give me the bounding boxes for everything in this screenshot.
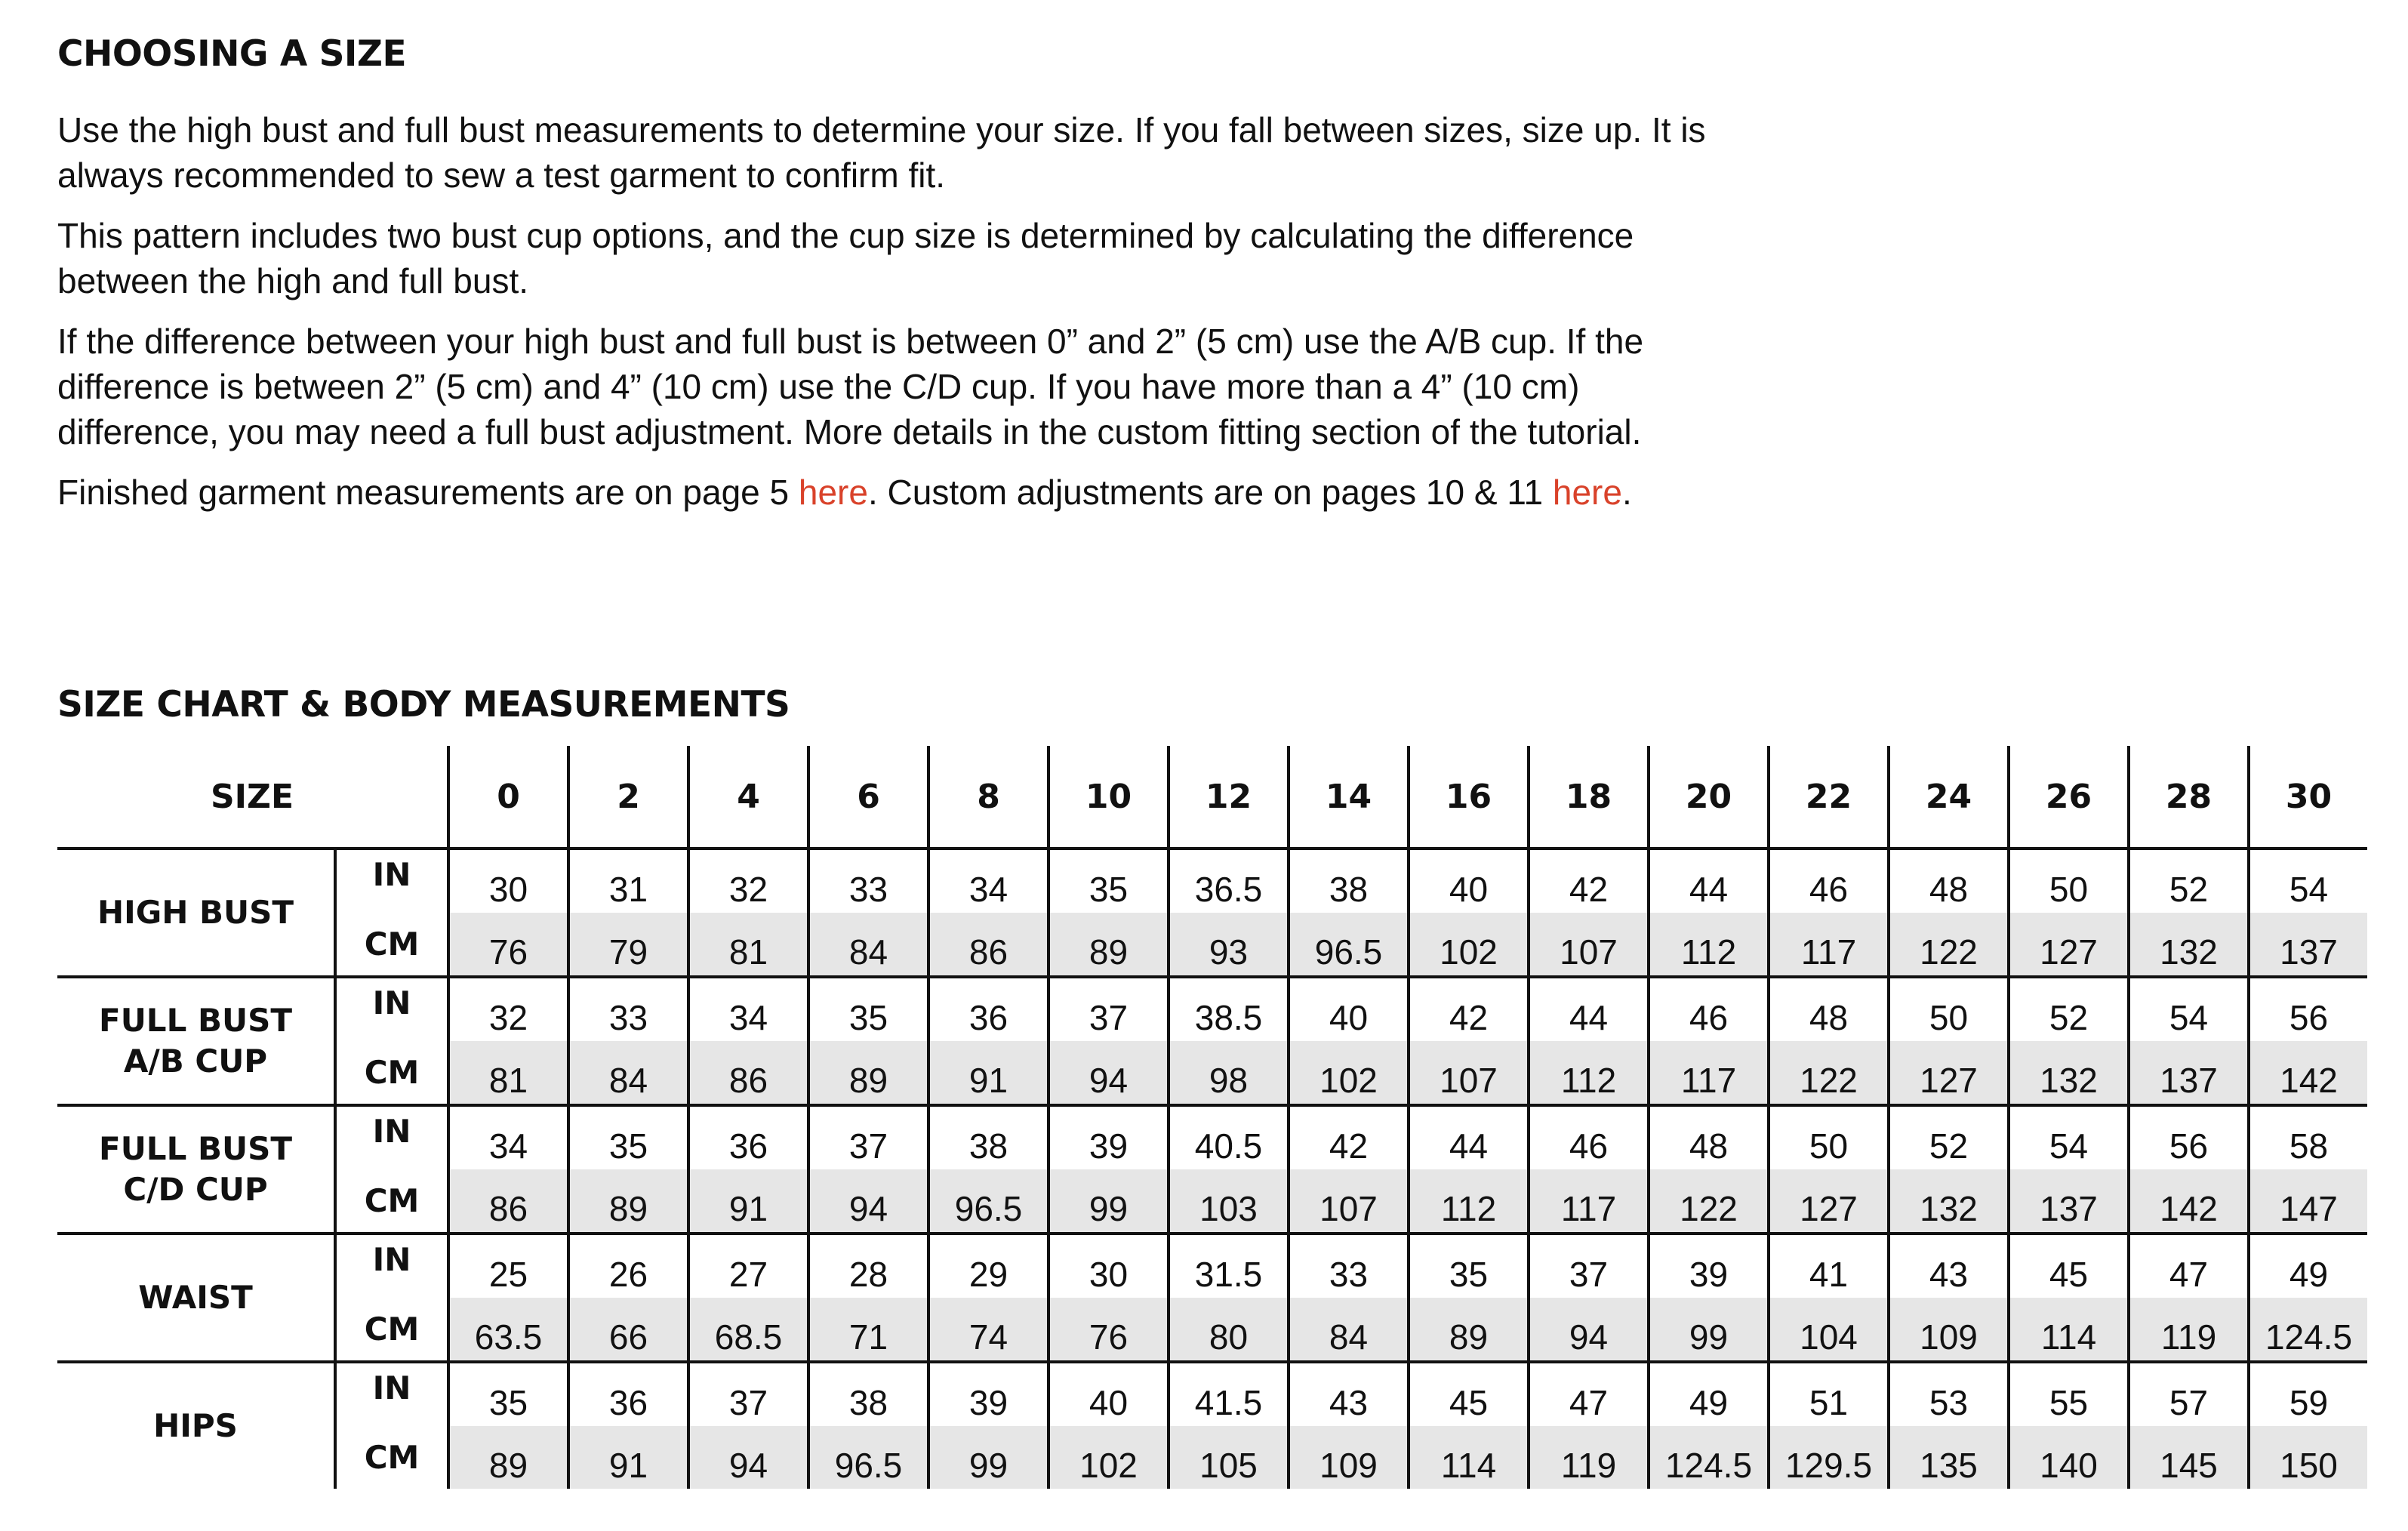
table-cell: 48 xyxy=(1887,850,2007,913)
table-cell: 94 xyxy=(1047,1041,1167,1104)
table-cell: 44 xyxy=(1527,978,1647,1041)
measurement-groups xyxy=(57,847,2367,1489)
table-cell: 36 xyxy=(927,978,1047,1041)
value-rows xyxy=(447,978,2367,1104)
size-header-cells xyxy=(447,746,2367,847)
table-cell: 45 xyxy=(2007,1235,2127,1298)
table-cell: 94 xyxy=(687,1426,807,1489)
table-cell: 40 xyxy=(1287,978,1407,1041)
table-cell: 34 xyxy=(488,1126,528,1166)
table-row-in xyxy=(450,850,2367,913)
table-cell: 109 xyxy=(1887,1298,2007,1360)
size-header-label: SIZE xyxy=(210,777,294,816)
table-row-in xyxy=(450,1107,2367,1169)
table-cell: 39 xyxy=(1047,1107,1167,1169)
table-cell: 29 xyxy=(927,1235,1047,1298)
table-cell: 89 xyxy=(567,1169,687,1232)
table-cell: 99 xyxy=(1047,1169,1167,1232)
size-header-cell: 0 xyxy=(497,777,520,816)
table-cell: 37 xyxy=(807,1107,927,1169)
table-cell: 114 xyxy=(1407,1426,1527,1489)
table-cell: 57 xyxy=(2127,1363,2247,1426)
custom-adjustments-link[interactable]: here xyxy=(1552,473,1622,512)
table-cell: 35 xyxy=(1407,1235,1527,1298)
table-cell: 37 xyxy=(687,1363,807,1426)
table-cell: 66 xyxy=(567,1298,687,1360)
table-cell: 74 xyxy=(927,1298,1047,1360)
table-cell: 127 xyxy=(2007,913,2127,975)
table-cell: 147 xyxy=(2247,1169,2367,1232)
table-cell: 46 xyxy=(1527,1107,1647,1169)
table-cell: 37 xyxy=(1527,1235,1647,1298)
table-cell: 150 xyxy=(2247,1426,2367,1489)
table-cell: 132 xyxy=(2127,913,2247,975)
size-header-cell: 30 xyxy=(2247,746,2367,847)
table-cell: 63.5 xyxy=(474,1317,543,1357)
table-cell: 37 xyxy=(1047,978,1167,1041)
size-header-cell: 28 xyxy=(2127,746,2247,847)
finished-measurements-link[interactable]: here xyxy=(798,473,868,512)
table-cell: 89 xyxy=(488,1446,528,1485)
measurement-label: HIPS xyxy=(153,1407,238,1444)
table-cell: 46 xyxy=(1767,850,1887,913)
table-cell: 54 xyxy=(2007,1107,2127,1169)
table-cell: 93 xyxy=(1167,913,1287,975)
measurement-group xyxy=(57,847,2367,975)
table-cell: 50 xyxy=(2007,850,2127,913)
measurement-label: HIGH BUST xyxy=(97,894,294,931)
table-row-cm xyxy=(450,1169,2367,1232)
table-cell: 76 xyxy=(488,932,528,972)
table-cell: 122 xyxy=(1767,1041,1887,1104)
table-cell: 56 xyxy=(2247,978,2367,1041)
size-header-cell: 22 xyxy=(1767,746,1887,847)
table-cell: 32 xyxy=(687,850,807,913)
table-cell: 46 xyxy=(1647,978,1767,1041)
table-cell: 30 xyxy=(1047,1235,1167,1298)
table-cell: 38 xyxy=(807,1363,927,1426)
table-cell: 42 xyxy=(1407,978,1527,1041)
table-cell: 39 xyxy=(1647,1235,1767,1298)
table-cell: 127 xyxy=(1887,1041,2007,1104)
table-cell: 39 xyxy=(927,1363,1047,1426)
table-cell: 86 xyxy=(687,1041,807,1104)
unit-label-cm: CM xyxy=(364,1439,420,1476)
table-cell: 132 xyxy=(1887,1169,2007,1232)
table-row-in xyxy=(450,1235,2367,1298)
table-cell: 94 xyxy=(1527,1298,1647,1360)
unit-label-in: IN xyxy=(372,1369,411,1406)
table-cell: 102 xyxy=(1407,913,1527,975)
table-cell: 48 xyxy=(1647,1107,1767,1169)
table-cell: 47 xyxy=(2127,1235,2247,1298)
table-cell: 49 xyxy=(2247,1235,2367,1298)
table-cell: 112 xyxy=(1647,913,1767,975)
table-cell: 117 xyxy=(1527,1169,1647,1232)
table-cell: 84 xyxy=(567,1041,687,1104)
value-rows xyxy=(447,1363,2367,1489)
size-header-cell: 24 xyxy=(1887,746,2007,847)
table-cell: 50 xyxy=(1767,1107,1887,1169)
table-cell: 119 xyxy=(1527,1426,1647,1489)
table-cell: 140 xyxy=(2007,1426,2127,1489)
value-rows xyxy=(447,1107,2367,1232)
unit-label-cm: CM xyxy=(364,1182,420,1219)
unit-label-in: IN xyxy=(372,856,411,893)
table-cell: 102 xyxy=(1047,1426,1167,1489)
table-cell: 117 xyxy=(1647,1041,1767,1104)
table-cell: 145 xyxy=(2127,1426,2247,1489)
table-cell: 109 xyxy=(1287,1426,1407,1489)
table-cell: 31.5 xyxy=(1167,1235,1287,1298)
table-cell: 68.5 xyxy=(687,1298,807,1360)
table-cell: 117 xyxy=(1767,913,1887,975)
table-cell: 27 xyxy=(687,1235,807,1298)
unit-label-cm: CM xyxy=(364,1311,420,1348)
table-cell: 36 xyxy=(567,1363,687,1426)
table-cell: 84 xyxy=(1287,1298,1407,1360)
table-cell: 114 xyxy=(2007,1298,2127,1360)
table-cell: 132 xyxy=(2007,1041,2127,1104)
unit-label-cm: CM xyxy=(364,926,420,963)
table-cell: 35 xyxy=(1047,850,1167,913)
unit-column xyxy=(334,850,447,975)
table-row-cm xyxy=(450,1298,2367,1360)
intro-paragraph-2: This pattern includes two bust cup options, and the cup size is determined by calculating the difference between the high and full bust. xyxy=(57,216,1634,300)
table-row-cm xyxy=(450,1426,2367,1489)
heading-choosing-a-size: CHOOSING A SIZE xyxy=(57,33,407,75)
table-cell: 89 xyxy=(807,1041,927,1104)
table-cell: 81 xyxy=(488,1061,528,1100)
table-cell: 33 xyxy=(807,850,927,913)
unit-column xyxy=(334,1107,447,1232)
size-header-cell: 20 xyxy=(1647,746,1767,847)
p4-text-before: Finished garment measurements are on page 5 xyxy=(57,473,799,512)
table-cell: 43 xyxy=(1887,1235,2007,1298)
table-cell: 137 xyxy=(2007,1169,2127,1232)
size-header-cell: 16 xyxy=(1407,746,1527,847)
table-cell: 107 xyxy=(1407,1041,1527,1104)
measurement-group xyxy=(57,1360,2367,1489)
size-header-cell: 12 xyxy=(1167,746,1287,847)
table-cell: 42 xyxy=(1287,1107,1407,1169)
size-header-cell: 4 xyxy=(687,746,807,847)
unit-label-in: IN xyxy=(372,1241,411,1278)
size-chart-table xyxy=(57,746,2367,1489)
table-cell: 124.5 xyxy=(2247,1298,2367,1360)
table-row-cm xyxy=(450,1041,2367,1104)
table-cell: 102 xyxy=(1287,1041,1407,1104)
table-cell: 38.5 xyxy=(1167,978,1287,1041)
table-cell: 80 xyxy=(1167,1298,1287,1360)
unit-column xyxy=(334,1235,447,1360)
table-cell: 98 xyxy=(1167,1041,1287,1104)
table-cell: 48 xyxy=(1767,978,1887,1041)
table-cell: 41.5 xyxy=(1167,1363,1287,1426)
table-cell: 122 xyxy=(1647,1169,1767,1232)
table-cell: 142 xyxy=(2247,1041,2367,1104)
table-cell: 91 xyxy=(927,1041,1047,1104)
table-cell: 53 xyxy=(1887,1363,2007,1426)
table-cell: 49 xyxy=(1647,1363,1767,1426)
value-rows xyxy=(447,1235,2367,1360)
measurement-label: WAIST xyxy=(138,1279,253,1316)
unit-column xyxy=(334,978,447,1104)
table-cell: 50 xyxy=(1887,978,2007,1041)
measurement-label: FULL BUST C/D CUP xyxy=(99,1130,292,1208)
table-cell: 32 xyxy=(488,998,528,1037)
table-cell: 58 xyxy=(2247,1107,2367,1169)
table-cell: 33 xyxy=(1287,1235,1407,1298)
table-cell: 122 xyxy=(1887,913,2007,975)
table-cell: 127 xyxy=(1767,1169,1887,1232)
table-cell: 84 xyxy=(807,913,927,975)
table-cell: 44 xyxy=(1647,850,1767,913)
table-cell: 33 xyxy=(567,978,687,1041)
measurement-group xyxy=(57,1232,2367,1360)
table-cell: 31 xyxy=(567,850,687,913)
table-cell: 25 xyxy=(488,1255,528,1294)
table-cell: 45 xyxy=(1407,1363,1527,1426)
table-cell: 137 xyxy=(2127,1041,2247,1104)
table-cell: 96.5 xyxy=(927,1169,1047,1232)
table-cell: 86 xyxy=(927,913,1047,975)
size-header-cell: 8 xyxy=(927,746,1047,847)
unit-column xyxy=(334,1363,447,1489)
size-header-cell: 26 xyxy=(2007,746,2127,847)
table-cell: 89 xyxy=(1047,913,1167,975)
table-cell: 119 xyxy=(2127,1298,2247,1360)
table-cell: 41 xyxy=(1767,1235,1887,1298)
measurement-group xyxy=(57,975,2367,1104)
table-cell: 30 xyxy=(488,870,528,909)
table-cell: 107 xyxy=(1287,1169,1407,1232)
table-cell: 86 xyxy=(488,1189,528,1228)
table-cell: 107 xyxy=(1527,913,1647,975)
table-cell: 105 xyxy=(1167,1426,1287,1489)
table-cell: 135 xyxy=(1887,1426,2007,1489)
table-cell: 71 xyxy=(807,1298,927,1360)
table-cell: 79 xyxy=(567,913,687,975)
value-rows xyxy=(447,850,2367,975)
table-cell: 99 xyxy=(1647,1298,1767,1360)
table-cell: 104 xyxy=(1767,1298,1887,1360)
table-cell: 76 xyxy=(1047,1298,1167,1360)
size-header-cell: 18 xyxy=(1527,746,1647,847)
table-cell: 94 xyxy=(807,1169,927,1232)
table-cell: 34 xyxy=(687,978,807,1041)
table-row-in xyxy=(450,978,2367,1041)
table-cell: 52 xyxy=(2007,978,2127,1041)
table-cell: 99 xyxy=(927,1426,1047,1489)
heading-size-chart: SIZE CHART & BODY MEASUREMENTS xyxy=(57,684,790,725)
table-cell: 124.5 xyxy=(1647,1426,1767,1489)
unit-label-cm: CM xyxy=(364,1054,420,1091)
table-cell: 35 xyxy=(567,1107,687,1169)
p4-text-middle: . Custom adjustments are on pages 10 & 11 xyxy=(867,473,1553,512)
table-cell: 40 xyxy=(1047,1363,1167,1426)
table-cell: 103 xyxy=(1167,1169,1287,1232)
table-cell: 51 xyxy=(1767,1363,1887,1426)
table-cell: 26 xyxy=(567,1235,687,1298)
table-cell: 112 xyxy=(1527,1041,1647,1104)
table-cell: 142 xyxy=(2127,1169,2247,1232)
table-cell: 44 xyxy=(1407,1107,1527,1169)
table-cell: 81 xyxy=(687,913,807,975)
table-cell: 43 xyxy=(1287,1363,1407,1426)
table-cell: 28 xyxy=(807,1235,927,1298)
table-cell: 52 xyxy=(1887,1107,2007,1169)
unit-label-in: IN xyxy=(372,984,411,1021)
size-header-cell: 14 xyxy=(1287,746,1407,847)
intro-text xyxy=(57,107,1718,530)
measurement-group xyxy=(57,1104,2367,1232)
table-cell: 34 xyxy=(927,850,1047,913)
intro-paragraph-1: Use the high bust and full bust measurements to determine your size. If you fall between sizes, size up. It is always recommended to sew a test garment to confirm fit. xyxy=(57,110,1706,195)
table-cell: 96.5 xyxy=(1287,913,1407,975)
table-row-in xyxy=(450,1363,2367,1426)
table-cell: 40 xyxy=(1407,850,1527,913)
table-cell: 56 xyxy=(2127,1107,2247,1169)
table-cell: 35 xyxy=(807,978,927,1041)
table-cell: 91 xyxy=(567,1426,687,1489)
table-cell: 54 xyxy=(2127,978,2247,1041)
unit-label-in: IN xyxy=(372,1113,411,1150)
p4-text-after: . xyxy=(1621,473,1632,512)
table-cell: 42 xyxy=(1527,850,1647,913)
table-row-cm xyxy=(450,913,2367,975)
table-cell: 36.5 xyxy=(1167,850,1287,913)
size-header-row xyxy=(57,746,2367,847)
table-cell: 129.5 xyxy=(1767,1426,1887,1489)
table-cell: 38 xyxy=(927,1107,1047,1169)
table-cell: 38 xyxy=(1287,850,1407,913)
table-cell: 89 xyxy=(1407,1298,1527,1360)
table-cell: 96.5 xyxy=(807,1426,927,1489)
table-cell: 112 xyxy=(1407,1169,1527,1232)
intro-paragraph-3: If the difference between your high bust and full bust is between 0” and 2” (5 cm) use the A/B cup. If the difference is between 2” (5 cm) and 4” (10 cm) use the C/D cup. If you have more than a 4” (10 cm) difference, you may need a full bust adjustment. More details in the custom fitting section of the tutorial. xyxy=(57,322,1644,451)
table-cell: 36 xyxy=(687,1107,807,1169)
table-cell: 55 xyxy=(2007,1363,2127,1426)
table-cell: 52 xyxy=(2127,850,2247,913)
intro-paragraph-4 xyxy=(57,470,1718,515)
table-cell: 54 xyxy=(2247,850,2367,913)
size-header-cell: 10 xyxy=(1047,746,1167,847)
table-cell: 59 xyxy=(2247,1363,2367,1426)
size-header-cell: 2 xyxy=(567,746,687,847)
table-cell: 137 xyxy=(2247,913,2367,975)
size-header-cell: 6 xyxy=(807,746,927,847)
table-cell: 47 xyxy=(1527,1363,1647,1426)
table-cell: 40.5 xyxy=(1167,1107,1287,1169)
measurement-label: FULL BUST A/B CUP xyxy=(99,1002,292,1080)
table-cell: 35 xyxy=(488,1383,528,1422)
table-cell: 91 xyxy=(687,1169,807,1232)
